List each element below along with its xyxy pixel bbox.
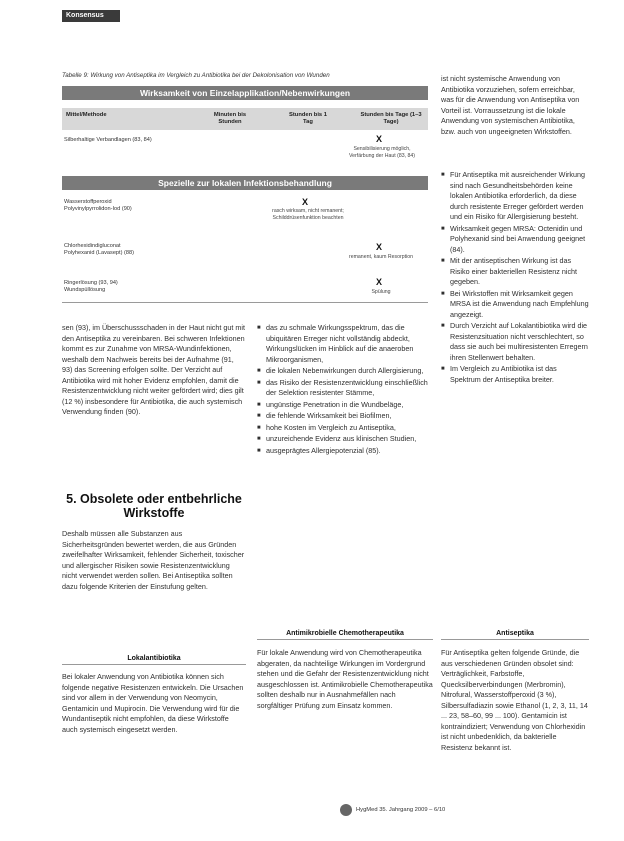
list-item: ■ Im Vergleich zu Antibiotika ist das Spektrum der Antiseptika breiter. (441, 364, 589, 385)
journal-footer: HygMed 35. Jahrgang 2009 – 6/10 (356, 807, 446, 813)
col3-bullet-list (441, 170, 589, 386)
list-item: ■ hohe Kosten im Vergleich zu Antiseptika, (257, 423, 433, 434)
table-row-3-note: remanent, kaum Resorption (348, 254, 413, 260)
section-tag: Konsensus (62, 10, 120, 22)
subhead-lokalantibiotika: Lokalantibiotika (62, 655, 246, 665)
list-item: ■ Bei Wirkstoffen mit Wirksamkeit gegen MRSA ist die Anwendung nach Empfehlung angezeigt. (441, 289, 589, 321)
table-row-2-mark: X (302, 197, 309, 207)
table-row-3-label: Chlorhexidindigluconat (64, 243, 121, 249)
section-heading-obsolete: 5. Obsolete oder entbehrliche Wirkstoffe (66, 492, 242, 520)
table-bottom-rule (62, 302, 428, 303)
subhead-chemotherapeutika: Antimikrobielle Chemotherapeutika (257, 630, 433, 640)
col1-paragraph-2: Deshalb müssen alle Substanzen aus Sicherheitsgründen bewertet werden, die aus Gründen zweifelhafter Wirksamkeit, fehlender Sicherheit, toxischer und allergischer Risiken sowie Resistenzentwicklung nicht verwendet werden sollen. Bei Antiseptika sollten dazu folgende Kriterien der Einstufung gelten. (62, 529, 245, 591)
table-row-2-note: rasch wirksam, nicht remanent; Schilddrüsenfunktion beachten (272, 208, 344, 221)
col-header-days: Stunden bis Tage (1–3 Tage) (360, 112, 422, 125)
subhead-antiseptika: Antiseptika (441, 630, 589, 640)
table-row-4-label: Ringerlösung (93, 94) (64, 280, 118, 286)
list-item: ■ das zu schmale Wirkungsspektrum, das die ubiquitären Erreger nicht vollständig abdeckt, Wirkungslücken im Hinblick auf die anaeroben Mikroorganismen, (257, 323, 433, 365)
table-row-1-label: Silberhaltige Verbandlagen (83, 84) (64, 137, 152, 143)
list-item: ■ die lokalen Nebenwirkungen durch Allergisierung, (257, 366, 433, 377)
list-item: ■ Wirksamkeit gegen MRSA: Octenidin und Polyhexanid sind bei Anwendung geeignet (84). (441, 224, 589, 256)
table-row-4-mark: X (376, 277, 383, 287)
list-item: ■ Durch Verzicht auf Lokalantibiotika wird die Resistenzsituation nicht verschlechtert, so dass sie auch bei multiresistenten Erregern ihren Stellenwert behalten. (441, 321, 589, 363)
list-item: ■ das Risiko der Resistenzentwicklung einschließlich der Selektion resistenter Stämme, (257, 378, 433, 399)
col1-paragraph-1: sen (93), im Überschussschaden in der Haut nicht gut mit den Antiseptika zu vereinbaren. Bei schweren Infektionen kommt es zur Zunahme von MRSA-Wundinfektionen, weshalb dem Nachweis bereits bei der Aufnahme (91, 93) das Screening erfolgen sollte. Der Verzicht auf Antibiotika wird mit hoher Evidenz empfohlen, damit die Resistenzentwicklung nicht weiter gefördert wird; dies gilt (12 %) insbesondere für Antibiotika, die auch systemisch Verwendung finden (90). (62, 323, 245, 416)
table-heading-main: Wirksamkeit von Einzelapplikation/Nebenwirkungen (62, 86, 428, 100)
col-header-minutes: Minuten bis Stunden (213, 112, 247, 125)
table-caption: Tabelle 9: Wirkung von Antiseptika im Vergleich zu Antibiotika bei der Dekolonisation von Wunden (62, 72, 330, 79)
col3-paragraph-1: ist nicht systemische Anwendung von Antibiotika vorzuziehen, sofern erreichbar, was für die Anwendung von Antiseptika von Vorteil ist. Vorraussetzung ist die lokale Anwendung von systemischen Antibiotika, bzw. auch von ungeeigneten Wirkstoffen. (441, 74, 580, 136)
list-item: ■ die fehlende Wirksamkeit bei Biofilmen, (257, 411, 433, 422)
col2-bullet-list (257, 323, 433, 457)
col2-paragraph: Für lokale Anwendung wird von Chemotherapeutika abgeraten, da nachteilige Wirkungen im Vordergrund stehen und die Gefahr der Resistenzentwicklung nicht ausgeschlossen ist. Antimikrobielle Chemotherapeutika sollten deshalb nur in Ausnahmefällen nach sorgfältiger Prüfung zum Einsatz kommen. (257, 648, 433, 710)
table-row-2-label2: Polyvinylpyrrolidon-Iod (90) (64, 206, 132, 212)
table-row-4-label2: Wundspüllösung (64, 287, 106, 293)
list-item: ■ ausgeprägtes Allergiepotenzial (85). (257, 446, 433, 457)
list-item: ■ Mit der antiseptischen Wirkung ist das Risiko einer bakteriellen Resistenz nicht gegeben. (441, 256, 589, 288)
table-row-1-note: Sensibilisierung möglich, Verfärbung der Haut (83, 84) (348, 146, 416, 159)
list-item: ■ ungünstige Penetration in die Wundbeläge, (257, 400, 433, 411)
table-row-2-label: Wasserstoffperoxid (64, 199, 112, 205)
table-row-3-label2: Polyhexanid (Lavasept) (88) (64, 250, 134, 256)
table-row-4-note: Spülung (371, 289, 391, 295)
col1-paragraph-3: Bei lokaler Anwendung von Antibiotika können sich folgende negative Resistenzen entwickeln. Die Ursachen sind vor allem in der Verwendung von Neomycin, Gentamicin und Mupirocin. Die Verwendung wird für die Wundantiseptik nicht empfohlen, da diese Wirkstoffe auch systemisch eingesetzt werden. (62, 672, 244, 734)
table-heading-sub: Spezielle zur lokalen Infektionsbehandlung (62, 176, 428, 190)
list-item: ■ unzureichende Evidenz aus klinischen Studien, (257, 434, 433, 445)
table-row-1-mark: X (376, 134, 383, 144)
col-header-method: Mittel/Methode (66, 112, 107, 118)
table-row-3-mark: X (376, 242, 383, 252)
list-item: ■ Für Antiseptika mit ausreichender Wirkung sind nach Gesundheitsbehörden keine lokalen Antibiotika erforderlich, da diese durch resistente Erreger gefördert werden und ein Risiko für Allergisierung besteht. (441, 170, 589, 223)
col3-paragraph-2: Für Antiseptika gelten folgende Gründe, die aus verschiedenen Gründen obsolet sind: Verträglichkeit, Farbstoffe, Quecksilberverbindungen (Merbromin), Nitrofural, Wasserstoffperoxid (3 %), Silbersulfadiazin sowie Ethanol (1, 2, 3, 11, 14 ... 23, 58–60, 99 ... 100). Gentamicin ist kontraindiziert; Verwendung von Chlorhexidin ist nicht unbedenklich, da bakterielle Resistenz bekannt ist. (441, 648, 588, 752)
table-column-headers (62, 108, 428, 130)
journal-logo-icon (340, 804, 352, 816)
col-header-hours: Stunden bis 1 Tag (288, 112, 327, 125)
